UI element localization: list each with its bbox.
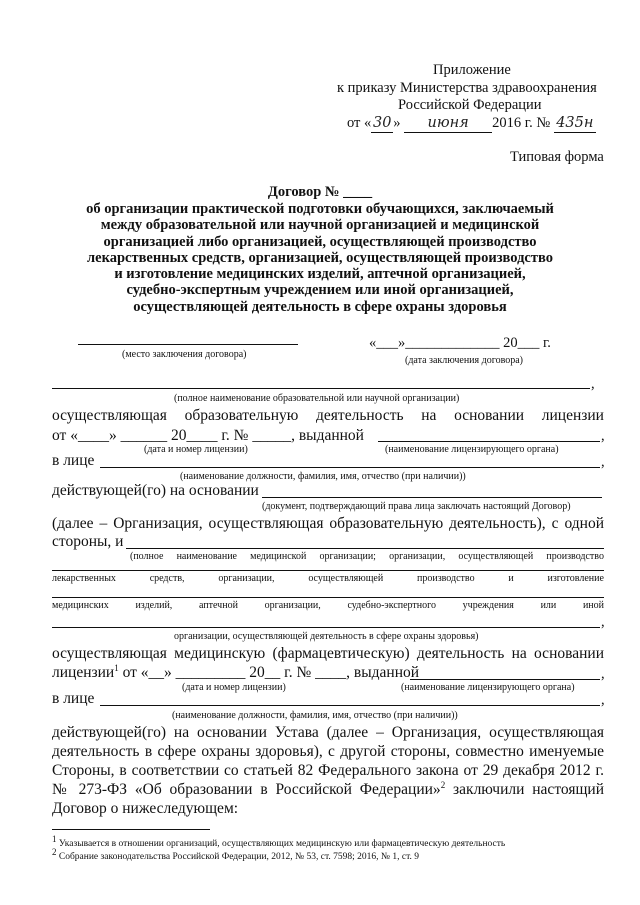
comma: ,: [601, 454, 605, 470]
caption-word: изделий,: [135, 600, 173, 611]
word: на: [421, 407, 437, 424]
handwritten-number: 435н: [554, 115, 596, 133]
title-line: и изготовление медицинских изделий, аптечной организацией,: [114, 266, 526, 283]
place-caption: (место заключения договора): [122, 349, 247, 360]
word: образовательную: [184, 407, 299, 424]
org2-person-caption: (наименование должности, фамилия, имя, отчество (при наличии)): [172, 710, 458, 721]
caption-word: организации,: [389, 551, 446, 562]
word: основании: [454, 407, 525, 424]
form-type: Типовая форма: [510, 149, 604, 165]
paragraph-line: [52, 780, 604, 799]
contract-number: Договор № ____: [267, 184, 373, 200]
caption-word: (полное: [130, 551, 164, 562]
caption-word: осуществляющей: [458, 551, 534, 562]
handwritten-day: 30: [373, 115, 392, 131]
caption-word: аптечной: [198, 600, 238, 611]
title-line: осуществляющей деятельность в сфере охраны здоровья: [133, 298, 507, 315]
paragraph-line: деятельность в сфере охраны здоровья), с другой стороны, совместно именуемые: [52, 743, 604, 760]
place-field[interactable]: [78, 344, 298, 345]
org2-license-line[interactable]: [52, 664, 419, 682]
license-label: лицензии: [52, 664, 115, 681]
org1-license-caption: (дата и номер лицензии): [144, 444, 248, 455]
org2-caption-row: [130, 551, 604, 563]
org2-license-caption: (дата и номер лицензии): [182, 682, 286, 693]
footnote-ref: 2: [440, 779, 446, 790]
caption-word: осуществляющей: [308, 573, 384, 584]
org1-person-caption: (наименование должности, фамилия, имя, отчество (при наличии)): [180, 471, 466, 482]
org1-party-line2: стороны, и: [52, 533, 124, 550]
footnote-separator: [52, 829, 210, 830]
title-line: лекарственных средств, организацией, осуществляющей производство: [87, 249, 553, 266]
contract-date-field[interactable]: «___»_____________ 20___ г.: [369, 335, 551, 351]
caption-word: лекарственных: [52, 573, 116, 584]
word: осуществляющая: [52, 407, 167, 424]
title-line: об организации практической подготовки обучающихся, заключаемый: [86, 201, 554, 217]
word: лицензии: [541, 407, 604, 424]
contract-title: [0, 201, 640, 315]
paragraph-line: действующей(го) на основании Устава (далее – Организация, осуществляющая: [52, 724, 604, 741]
org1-name-field[interactable]: [52, 388, 590, 389]
footnote-2: [52, 846, 420, 863]
title-line: организацией либо организацией, осуществляющей производство: [103, 233, 537, 250]
caption-word: медицинских: [52, 600, 109, 611]
caption-word: и: [508, 573, 514, 584]
date-quote: »: [393, 115, 401, 131]
comma: ,: [601, 428, 605, 444]
org2-issuer-caption: (наименование лицензирующего органа): [401, 682, 575, 693]
paragraph-line: Договор о нижеследующем:: [52, 800, 239, 817]
caption-word: наименование: [176, 551, 237, 562]
org2-name-field-4[interactable]: [52, 627, 600, 628]
org1-activity-line: [52, 407, 604, 425]
final-paragraph: [52, 723, 604, 818]
paragraph-end: заключили настоящий: [445, 781, 604, 798]
header-date-line: [347, 115, 596, 133]
org1-party-line: (далее – Организация, осуществляющая образовательную деятельность), с одной: [52, 515, 604, 532]
date-prefix: от «: [347, 115, 372, 131]
date-caption: (дата заключения договора): [405, 355, 523, 366]
license-rest: от «__» _________ 20__ г. № ____, выданной: [118, 664, 420, 681]
org2-name-field-3[interactable]: [52, 597, 604, 598]
header-appendix: Приложение: [433, 62, 511, 78]
caption-word: организации;: [319, 551, 376, 562]
word: деятельность: [316, 407, 404, 424]
caption-word: производство: [546, 551, 604, 562]
org1-person-prefix: в лице: [52, 452, 95, 469]
org2-person-field[interactable]: [100, 705, 600, 706]
caption-word: организации,: [218, 573, 275, 584]
comma: ,: [591, 376, 595, 392]
caption-word: производство: [417, 573, 475, 584]
org2-activity-line: осуществляющая медицинскую (фармацевтическую) деятельность на основании: [52, 645, 604, 662]
caption-word: организации,: [264, 600, 321, 611]
caption-word: медицинской: [250, 551, 307, 562]
footnote-ref: 1: [114, 662, 119, 673]
org1-issuer-field[interactable]: [378, 441, 600, 442]
caption-word: или: [540, 600, 557, 611]
caption-word: иной: [582, 600, 604, 611]
footnote-1: [52, 833, 506, 850]
header-federation: Российской Федерации: [398, 97, 542, 113]
org1-name-caption: (полное наименование образовательной или научной организации): [174, 393, 460, 404]
org2-name-field[interactable]: [126, 548, 604, 549]
org1-license-line[interactable]: от «____» ______ 20____ г. № _____, выданной: [52, 427, 364, 444]
org2-name-field-2[interactable]: [52, 570, 604, 571]
paragraph-line: Стороны, в соответствии со статьей 82 Федерального закона от 29 декабря 2012 г.: [52, 762, 604, 779]
footnote-text: Указывается в отношении организаций, осуществляющих медицинскую или фармацевтическую деятельность: [56, 839, 506, 849]
date-year: 2016 г. №: [492, 115, 551, 131]
comma: ,: [601, 666, 605, 682]
caption-word: судебно-экспертного: [347, 600, 436, 611]
title-line: судебно-экспертным учреждением или иной организацией,: [126, 282, 514, 299]
header-order: к приказу Министерства здравоохранения: [337, 80, 597, 96]
org1-basis-field[interactable]: [262, 497, 602, 498]
footnote-mark: 2: [52, 846, 57, 857]
caption-word: учреждения: [462, 600, 514, 611]
footnote-text: Собрание законодательства Российской Федерации, 2012, № 53, ст. 7598; 2016, № 1, ст. 9: [56, 852, 420, 862]
org1-basis-caption: (документ, подтверждающий права лица заключать настоящий Договор): [262, 501, 571, 512]
org2-person-prefix: в лице: [52, 690, 95, 707]
caption-word: средств,: [149, 573, 185, 584]
caption-word: изготовление: [547, 573, 604, 584]
handwritten-month: июня: [404, 115, 492, 133]
org1-basis-prefix: действующей(го) на основании: [52, 482, 259, 499]
comma: ,: [601, 614, 605, 630]
org2-issuer-field[interactable]: [410, 679, 600, 680]
title-line: между образовательной или научной организацией и медицинской: [100, 217, 540, 234]
org2-caption-row: [52, 573, 604, 585]
comma: ,: [601, 692, 605, 708]
org2-caption-end: организации, осуществляющей деятельность в сфере охраны здоровья): [174, 631, 479, 642]
org2-caption-row: [52, 600, 604, 612]
law-reference: № 273-ФЗ «Об образовании в Российской Федерации»: [52, 781, 441, 798]
footnote-mark: 1: [52, 833, 57, 844]
org1-issuer-caption: (наименование лицензирующего органа): [385, 444, 559, 455]
org1-person-field[interactable]: [100, 467, 600, 468]
